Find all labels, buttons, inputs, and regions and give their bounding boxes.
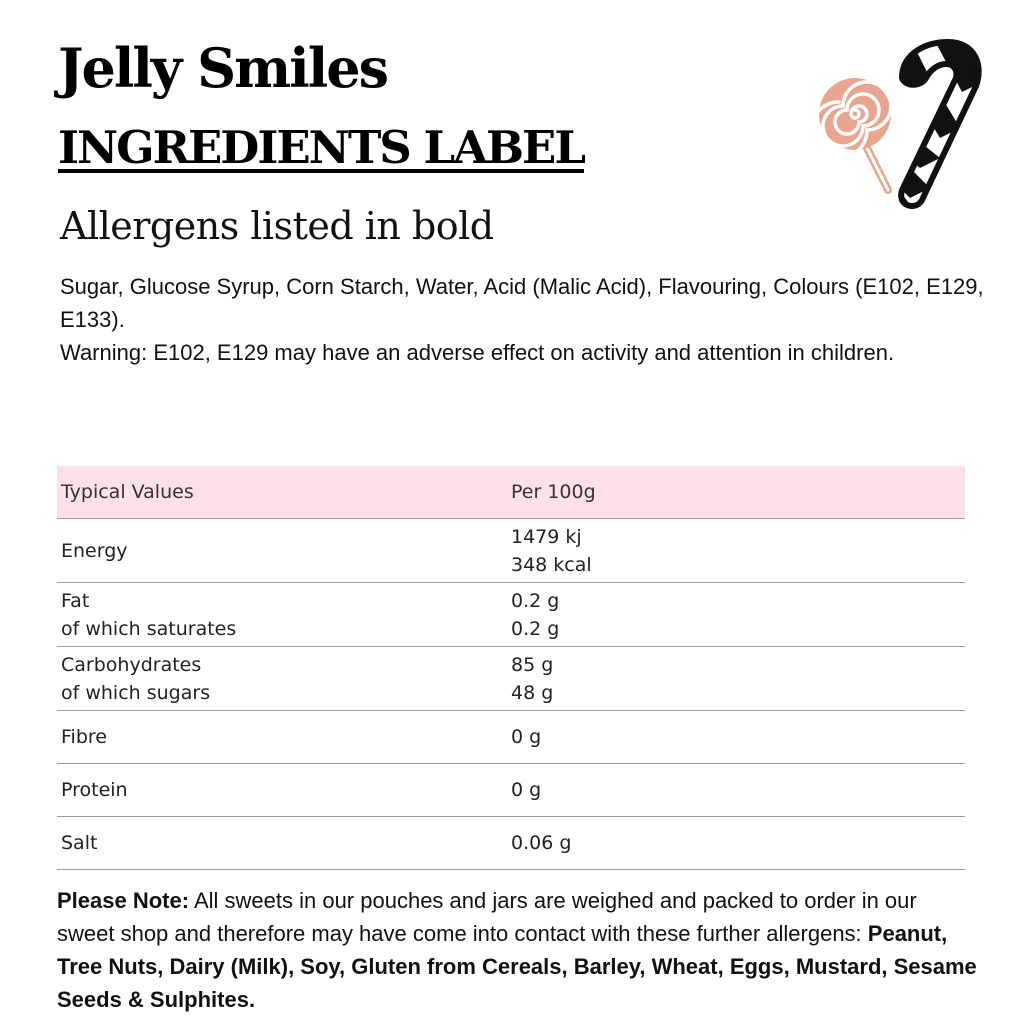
- label-line: of which saturates: [61, 617, 237, 640]
- value-line: 348 kcal: [511, 553, 592, 576]
- note-allergens: Peanut, Tree Nuts, Dairy (Milk), Soy, Gluten from Cereals, Barley, Wheat, Eggs, Mustard, Sesame Seeds & Sulphites.: [57, 921, 977, 1012]
- row-value: 0.06 g: [511, 817, 965, 870]
- row-label: Protein: [57, 764, 511, 817]
- row-value: 0 g: [511, 764, 965, 817]
- row-label: [57, 583, 511, 647]
- label-line: Carbohydrates: [61, 653, 202, 676]
- table-row: [57, 817, 965, 870]
- row-value: [511, 583, 965, 647]
- table-row: [57, 764, 965, 817]
- candy-illustration: [810, 38, 990, 214]
- lollipop-icon: [811, 78, 891, 190]
- value-line: 0.2 g: [511, 589, 560, 612]
- row-label: [57, 647, 511, 711]
- row-label: Salt: [57, 817, 511, 870]
- nutrition-table: [57, 466, 965, 870]
- ingredients-warning: Warning: E102, E129 may have an adverse effect on activity and attention in children.: [60, 340, 895, 365]
- allergens-subtitle: Allergens listed in bold: [60, 204, 494, 248]
- label-line: of which sugars: [61, 681, 211, 704]
- table-row: [57, 583, 965, 647]
- label-line: Fat: [61, 589, 90, 612]
- value-line: 0.2 g: [511, 617, 560, 640]
- nutrition-header-row: [57, 466, 965, 519]
- row-value: 0 g: [511, 711, 965, 764]
- row-value: [511, 647, 965, 711]
- value-line: 48 g: [511, 681, 554, 704]
- row-label: [57, 519, 511, 583]
- note-lead: Please Note:: [57, 888, 190, 913]
- ingredients-list: Sugar, Glucose Syrup, Corn Starch, Water, Acid (Malic Acid), Flavouring, Colours (E102, E129, E133).: [60, 274, 984, 332]
- header-typical-values: Typical Values: [57, 466, 511, 519]
- brand-title: Jelly Smiles: [58, 36, 388, 100]
- table-row: [57, 647, 965, 711]
- label-line: Energy: [61, 539, 128, 562]
- label-title: INGREDIENTS LABEL: [58, 121, 584, 174]
- value-line: 1479 kj: [511, 525, 582, 548]
- row-label: Fibre: [57, 711, 511, 764]
- value-line: 85 g: [511, 653, 554, 676]
- table-row: [57, 519, 965, 583]
- table-row: [57, 711, 965, 764]
- row-value: [511, 519, 965, 583]
- note-body: All sweets in our pouches and jars are weighed and packed to order in our sweet shop and therefore may have come into contact with these further allergens:: [57, 888, 917, 946]
- header-per-100g: Per 100g: [511, 466, 965, 519]
- ingredients-block: [60, 270, 990, 369]
- allergen-note: [57, 884, 977, 1016]
